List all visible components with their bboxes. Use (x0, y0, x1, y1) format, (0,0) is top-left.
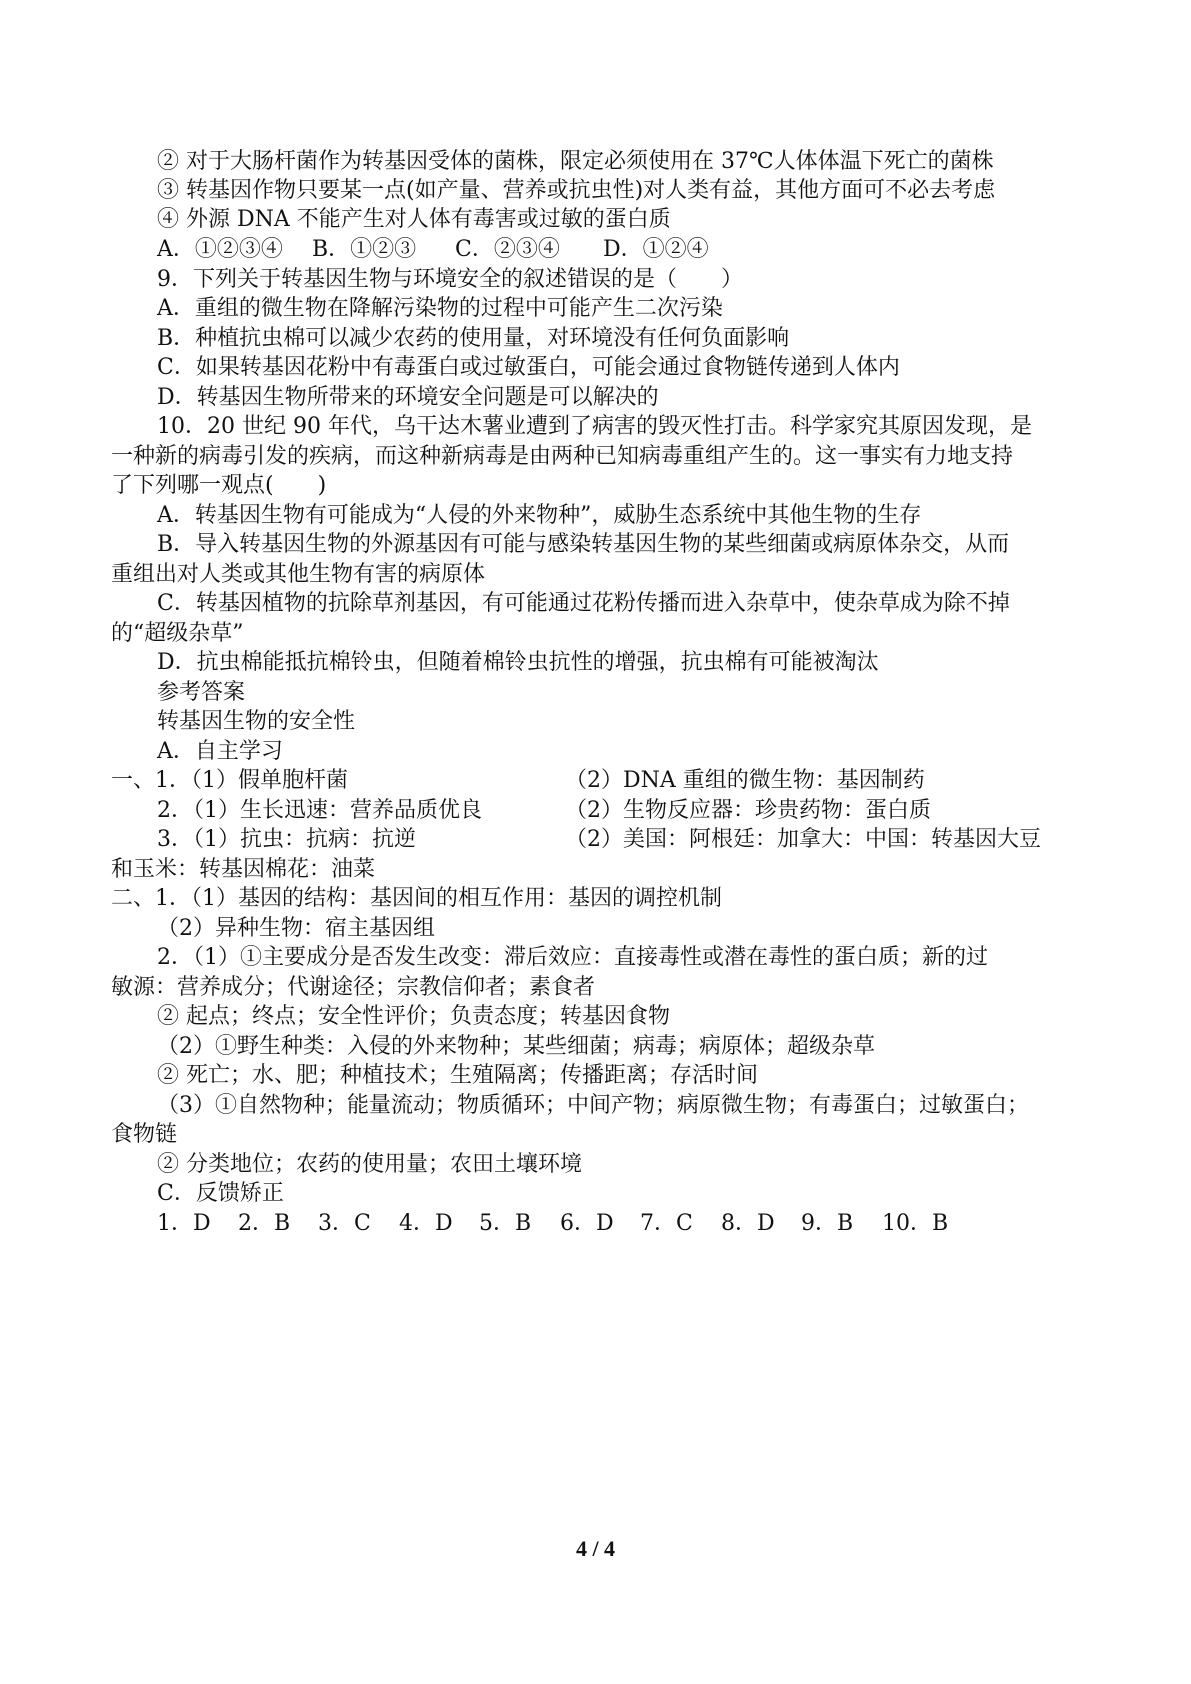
q8-choice-c: C．②③④ (455, 237, 560, 262)
answer-row-1-1 (111, 765, 925, 797)
answer-2-3: （2）①野生种类：入侵的外来物种；某些细菌；病毒；病原体；超级杂草 (157, 1034, 875, 1059)
answers-section-c: C．反馈矫正 (157, 1181, 284, 1206)
option-4-text: ④ 外源 DNA 不能产生对人体有毒害或过敏的蛋白质 (157, 207, 671, 232)
q9-option-a: A．重组的微生物在降解污染物的过程中可能产生二次污染 (157, 296, 723, 321)
answer-key-item: 4．D (399, 1211, 453, 1236)
answer-2-4: （3）①自然物种；能量流动；物质循环；中间产物；病原微生物；有毒蛋白；过敏蛋白； (157, 1093, 1030, 1118)
answer-key-item: 9．B (801, 1211, 854, 1236)
q9-option-c: C．如果转基因花粉中有毒蛋白或过敏蛋白，可能会通过食物链传递到人体内 (157, 355, 900, 380)
answer-2-1b: （2）异种生物：宿主基因组 (157, 916, 435, 941)
answer-key-item: 2．B (238, 1211, 291, 1236)
answer-2-4b: ② 分类地位；农药的使用量；农田土壤环境 (157, 1152, 582, 1177)
answer-key-item: 3．C (318, 1211, 371, 1236)
q10-stem-line2: 一种新的病毒引发的疾病，而这种新病毒是由两种已知病毒重组产生的。这一事实有力地支持 (111, 444, 1014, 469)
q10-option-c-line1: C．转基因植物的抗除草剂基因，有可能通过花粉传播而进入杂草中，使杂草成为除不掉 (157, 591, 1010, 616)
q8-choice-b: B．①②③ (312, 237, 417, 262)
answer-1-1-right: （2）DNA 重组的微生物：基因制药 (565, 768, 925, 793)
answer-row-1-2 (157, 795, 931, 827)
answer-1-3-right: （2）美国：阿根廷：加拿大：中国：转基因大豆 (565, 827, 1041, 852)
answer-2-1: 二、1．（1）基因的结构：基因间的相互作用：基因的调控机制 (111, 886, 722, 911)
answer-key-item: 1．D (157, 1211, 211, 1236)
answer-1-3-continued: 和玉米：转基因棉花：油菜 (111, 857, 376, 882)
answer-1-2-right: （2）生物反应器：珍贵药物：蛋白质 (565, 798, 931, 823)
answer-1-1-left: 一、1．（1）假单胞杆菌 (111, 768, 348, 793)
q9-stem: 9．下列关于转基因生物与环境安全的叙述错误的是（ ） (157, 267, 743, 292)
q9-option-d: D．转基因生物所带来的环境安全问题是可以解决的 (157, 385, 659, 410)
q10-option-d: D．抗虫棉能抵抗棉铃虫，但随着棉铃虫抗性的增强，抗虫棉有可能被淘汰 (157, 650, 879, 675)
answers-topic: 转基因生物的安全性 (157, 709, 356, 734)
q8-choice-d: D．①②④ (603, 237, 709, 262)
q10-option-b-line2: 重组出对人类或其他生物有害的病原体 (111, 562, 486, 587)
answer-row-1-3 (157, 824, 1041, 856)
answer-2-2-continued: 敏源：营养成分；代谢途径；宗教信仰者；素食者 (111, 975, 596, 1000)
q10-stem-line3: 了下列哪一观点( ) (111, 473, 327, 498)
option-2-text: ② 对于大肠杆菌作为转基因受体的菌株，限定必须使用在 37℃人体体温下死亡的菌株 (157, 149, 994, 174)
option-3-text: ③ 转基因作物只要某一点(如产量、营养或抗虫性)对人类有益，其他方面可不必去考虑 (157, 178, 996, 203)
answer-key-item: 10．B (882, 1211, 949, 1236)
answers-section-a: A．自主学习 (157, 739, 283, 764)
answer-key-item: 8．D (721, 1211, 775, 1236)
answer-2-2b: ② 起点；终点；安全性评价；负责态度；转基因食物 (157, 1004, 670, 1029)
page-number: 4 / 4 (575, 1536, 616, 1561)
q9-option-b: B．种植抗虫棉可以减少农药的使用量，对环境没有任何负面影响 (157, 326, 790, 351)
answer-1-3-left: 3．（1）抗虫：抗病：抗逆 (157, 827, 416, 852)
answer-key-item: 5．B (479, 1211, 532, 1236)
q8-choice-a: A．①②③④ (157, 237, 283, 262)
answer-key-item: 7．C (640, 1211, 693, 1236)
q10-option-b-line1: B．导入转基因生物的外源基因有可能与感染转基因生物的某些细菌或病原体杂交，从而 (157, 532, 1010, 557)
answers-heading: 参考答案 (157, 680, 246, 705)
q10-option-c-line2: 的“超级杂草” (111, 621, 244, 646)
answer-2-4-continued: 食物链 (111, 1122, 178, 1147)
q10-option-a: A．转基因生物有可能成为“人侵的外来物种”，威胁生态系统中其他生物的生存 (157, 503, 922, 528)
answer-2-3b: ② 死亡；水、肥；种植技术；生殖隔离；传播距离；存活时间 (157, 1063, 758, 1088)
answer-2-2: 2．（1）①主要成分是否发生改变：滞后效应：直接毒性或潜在毒性的蛋白质；新的过 (157, 945, 988, 970)
q10-stem-line1: 10．20 世纪 90 年代，乌干达木薯业遭到了病害的毁灭性打击。科学家究其原因发现，是 (157, 414, 1032, 439)
answer-1-2-left: 2．（1）生长迅速：营养品质优良 (157, 798, 482, 823)
answer-key-item: 6．D (560, 1211, 614, 1236)
